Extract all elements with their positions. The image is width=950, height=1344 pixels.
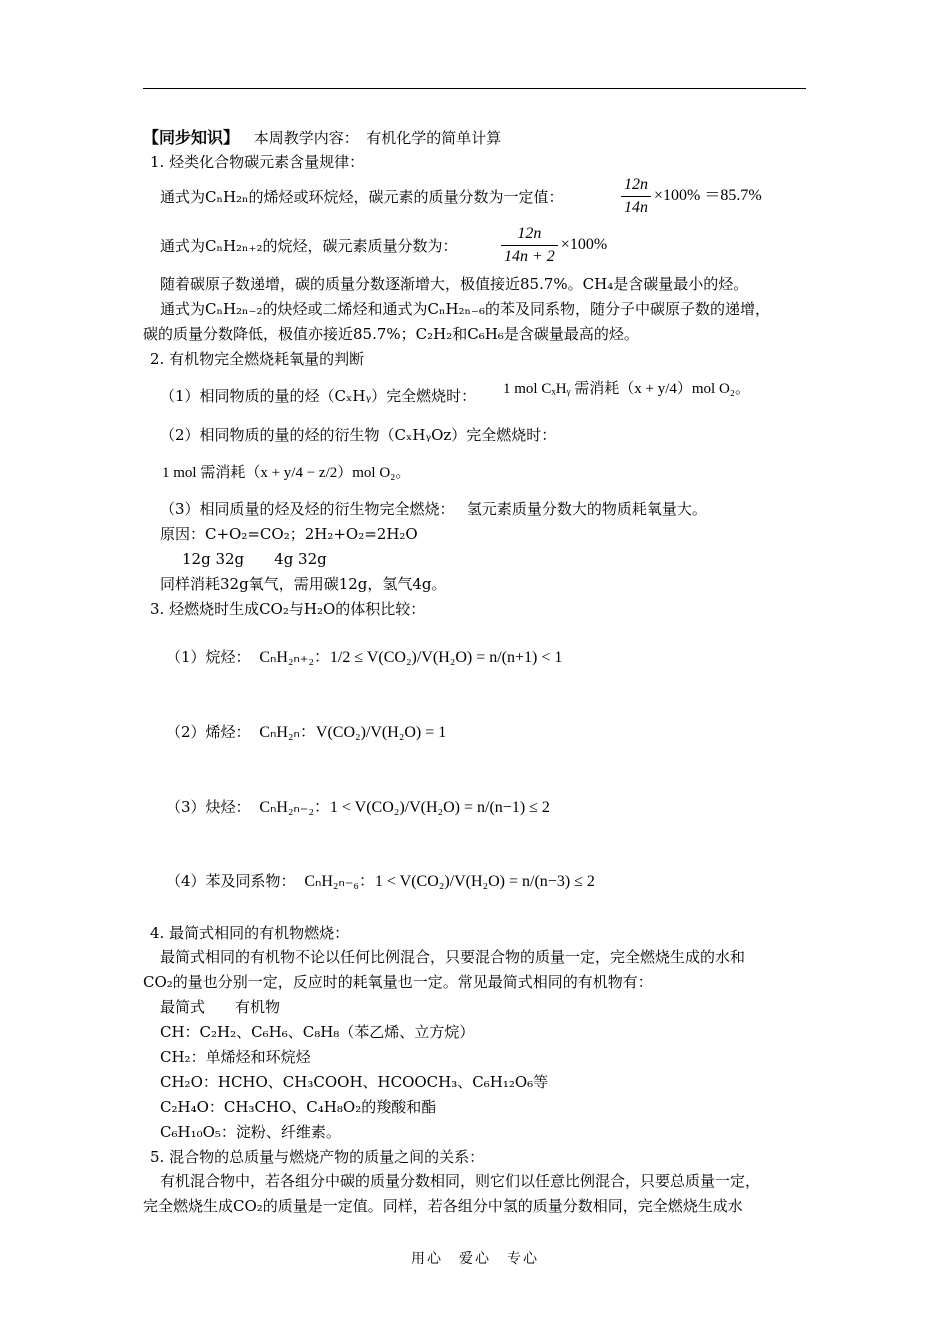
s3-item-3-formula: CₙH₂ₙ₋₂：1 < V(CO₂)/V(H₂O) = n/(n−1) ≤ 2	[259, 799, 550, 816]
s1-line3: 随着碳原子数递增，碳的质量分数逐渐增大，极值接近85.7%。CH₄是含碳量最小的烃。	[160, 275, 749, 293]
s4-line1: 最简式相同的有机物不论以任何比例混合，只要混合物的质量一定，完全燃烧生成的水和	[160, 948, 746, 966]
s4-line2: CO₂的量也分别一定，反应时的耗氧量也一定。常见最简式相同的有机物有：	[143, 973, 653, 991]
s3-item-2-formula: CₙH₂ₙ：V(CO₂)/V(H₂O) = 1	[259, 724, 447, 741]
s5-title: 5. 混合物的总质量与燃烧产物的质量之间的关系：	[150, 1148, 485, 1166]
s4-title: 4. 最简式相同的有机物燃烧：	[150, 924, 350, 942]
s2-reason3: 同样消耗32g氧气，需用碳12g，氢气4g。	[160, 575, 447, 593]
s1-formula2	[498, 225, 607, 266]
s2-reason2: 12g 32g 4g 32g	[182, 550, 327, 568]
s2-p1-formula: 1 mol CₓHᵧ 需消耗（x + y/4）mol O₂。	[503, 381, 751, 397]
s3-item-1-label: （1）烷烃：	[166, 648, 251, 666]
s3-item-4-label: （4）苯及同系物：	[166, 872, 296, 890]
s3-item-3-label: （3）炔烃：	[166, 798, 251, 816]
f1-numerator: 12n	[624, 176, 648, 193]
page-footer: 用心 爱心 专心	[411, 1251, 539, 1267]
s5-line2: 完全燃烧生成CO₂的质量是一定值。同样，若各组分中氢的质量分数相同，完全燃烧生成水	[143, 1197, 743, 1215]
f1-tail: ×100% ＝85.7%	[654, 187, 762, 205]
section-header	[143, 127, 501, 149]
s3-title: 3. 烃燃烧时生成CO₂与H₂O的体积比较：	[150, 600, 426, 618]
s4-row: CH₂：单烯烃和环烷烃	[160, 1048, 311, 1066]
s3-item-3	[166, 796, 550, 819]
s2-p2-formula: 1 mol 需消耗（x + y/4 − z/2）mol O₂。	[162, 465, 411, 481]
s1-line1: 通式为CₙH₂ₙ的烯烃或环烷烃，碳元素的质量分数为一定值：	[160, 188, 564, 206]
s4-row: C₆H₁₀O₅：淀粉、纤维素。	[160, 1123, 341, 1141]
s4-row: CH：C₂H₂、C₆H₆、C₈H₈（苯乙烯、立方烷）	[160, 1023, 475, 1041]
f1-denominator: 14n	[621, 196, 651, 217]
s2-reason1: 原因：C+O₂=CO₂；2H₂+O₂=2H₂O	[160, 525, 418, 543]
s1-title: 1. 烃类化合物碳元素含量规律：	[150, 153, 365, 171]
s3-item-4	[166, 870, 595, 893]
s5-line1: 有机混合物中，若各组分中碳的质量分数相同，则它们以任意比例混合，只要总质量一定，	[160, 1172, 761, 1190]
s2-p3: （3）相同质量的烃及烃的衍生物完全燃烧： 氢元素质量分数大的物质耗氧量大。	[160, 500, 707, 518]
s3-item-1-formula: CₙH₂ₙ₊₂：1/2 ≤ V(CO₂)/V(H₂O) = n/(n+1) < 1	[259, 649, 563, 666]
header-label: 【同步知识】	[143, 128, 240, 147]
s3-item-2-label: （2）烯烃：	[166, 723, 251, 741]
f2-numerator: 12n	[517, 225, 542, 242]
s2-title: 2. 有机物完全燃烧耗氧量的判断	[150, 350, 365, 368]
f2-denominator: 14n + 2	[501, 245, 558, 266]
s3-item-1	[166, 646, 562, 669]
s3-item-4-formula: CₙH₂ₙ₋₆：1 < V(CO₂)/V(H₂O) = n/(n−3) ≤ 2	[304, 873, 595, 890]
f2-tail: ×100%	[560, 236, 608, 254]
s1-line4: 通式为CₙH₂ₙ₋₂的炔烃或二烯烃和通式为CₙH₂ₙ₋₆的苯及同系物，随分子中碳原子数的递增，	[160, 300, 770, 318]
s4-table-header: 最简式 有机物	[160, 998, 281, 1016]
s3-item-2	[166, 721, 446, 744]
s1-line5: 碳的质量分数降低，极值亦接近85.7%；C₂H₂和C₆H₆是含碳量最高的烃。	[143, 325, 639, 343]
s4-row: C₂H₄O：CH₃CHO、C₄H₈O₂的羧酸和酯	[160, 1098, 437, 1116]
s2-p1: （1）相同物质的量的烃（CₓHᵧ）完全燃烧时：	[160, 387, 477, 405]
s2-p2: （2）相同物质的量的烃的衍生物（CₓHᵧOz）完全燃烧时：	[160, 426, 557, 444]
s1-formula1	[618, 176, 762, 217]
s1-line2: 通式为CₙH₂ₙ₊₂的烷烃，碳元素质量分数为：	[160, 237, 458, 255]
header-rule	[143, 88, 806, 89]
s4-row: CH₂O：HCHO、CH₃COOH、HCOOCH₃、C₆H₁₂O₆等	[160, 1073, 549, 1091]
header-topic: 本周教学内容： 有机化学的简单计算	[253, 129, 502, 147]
